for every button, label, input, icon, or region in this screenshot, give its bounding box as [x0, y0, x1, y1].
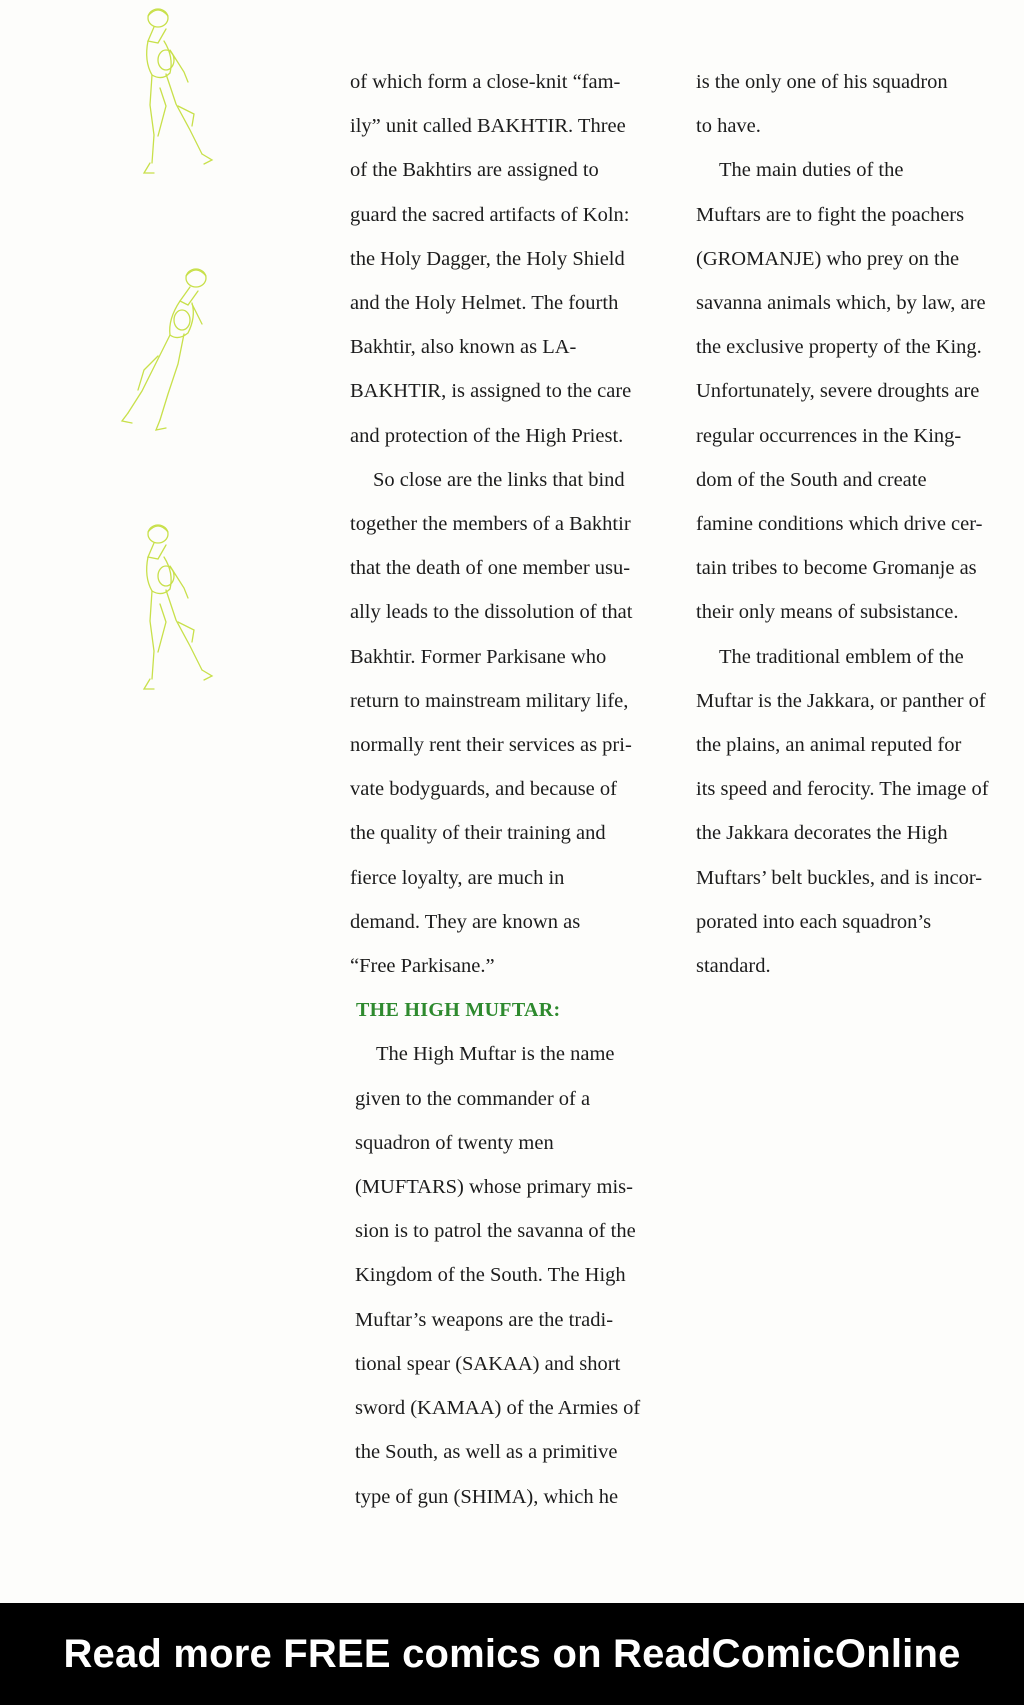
text-line: ily” unit called BAKHTIR. Three — [350, 115, 626, 138]
text-line: normally rent their services as pri- — [350, 734, 632, 757]
text-line: and protection of the High Priest. — [350, 424, 624, 447]
text-line: Muftar is the Jakkara, or panther of — [696, 689, 986, 712]
text-line: together the members of a Bakhtir — [350, 513, 631, 536]
text-line: sword (KAMAA) of the Armies of — [355, 1397, 641, 1420]
text-line: Bakhtir, also known as LA- — [350, 336, 577, 359]
text-line: (MUFTARS) whose primary mis- — [355, 1176, 633, 1199]
text-line: porated into each squadron’s — [696, 910, 932, 933]
text-line: its speed and ferocity. The image of — [696, 778, 989, 801]
text-line: squadron of twenty men — [355, 1131, 554, 1154]
text-line: Muftar’s weapons are the tradi- — [355, 1308, 614, 1331]
text-line: demand. They are known as — [350, 910, 581, 933]
text-line: of the Bakhtirs are assigned to — [350, 159, 599, 182]
paragraph — [350, 1032, 650, 1518]
text-line: fierce loyalty, are much in — [350, 866, 565, 889]
text-line: Kingdom of the South. The High — [355, 1264, 626, 1287]
text-line: vate bodyguards, and because of — [350, 778, 617, 801]
text-line: The High Muftar is the name — [376, 1043, 615, 1066]
section-heading: THE HIGH MUFTAR: — [356, 999, 561, 1022]
text-line: to have. — [696, 115, 761, 138]
text-line: and the Holy Helmet. The fourth — [350, 292, 619, 315]
text-line: the exclusive property of the King. — [696, 336, 982, 359]
text-line: their only means of subsistance. — [696, 601, 959, 624]
text-line: sion is to patrol the savanna of the — [355, 1220, 636, 1243]
text-line: The traditional emblem of the — [719, 645, 964, 668]
text-line: standard. — [696, 955, 771, 978]
text-line: of which form a close-knit “fam- — [350, 71, 621, 93]
text-line: type of gun (SHIMA), which he — [355, 1485, 619, 1508]
text-line: famine conditions which drive cer- — [696, 513, 983, 536]
text-line: the plains, an animal reputed for — [696, 734, 962, 757]
paragraph — [696, 148, 996, 634]
promo-banner[interactable] — [0, 1603, 1024, 1705]
text-line: Unfortunately, severe droughts are — [696, 380, 980, 403]
text-line: tional spear (SAKAA) and short — [355, 1352, 621, 1375]
banner-text: Read more FREE comics on ReadComicOnline — [63, 1631, 961, 1676]
warrior-figure-icon — [130, 2, 240, 182]
text-line: the Holy Dagger, the Holy Shield — [350, 247, 625, 270]
text-line: The main duties of the — [719, 159, 904, 182]
text-line: the quality of their training and — [350, 822, 606, 845]
text-line: Bakhtir. Former Parkisane who — [350, 645, 607, 668]
text-line: dom of the South and create — [696, 468, 927, 491]
text-line: the South, as well as a primitive — [355, 1441, 618, 1464]
paragraph — [350, 458, 650, 988]
text-column-left — [350, 60, 650, 1519]
paragraph — [350, 60, 650, 458]
text-line: ally leads to the dissolution of that — [350, 601, 633, 624]
text-line: BAKHTIR, is assigned to the care — [350, 380, 632, 403]
text-line: regular occurrences in the King- — [696, 424, 962, 447]
text-line: tain tribes to become Gromanje as — [696, 557, 977, 580]
text-line: savanna animals which, by law, are — [696, 292, 986, 315]
text-line: return to mainstream military life, — [350, 689, 629, 712]
text-line: given to the commander of a — [355, 1087, 591, 1110]
text-line: that the death of one member usu- — [350, 557, 631, 580]
text-line: the Jakkara decorates the High — [696, 822, 948, 845]
text-line: Muftars’ belt buckles, and is incor- — [696, 866, 983, 889]
warrior-figure-icon — [130, 518, 240, 698]
text-line: So close are the links that bind — [373, 468, 625, 491]
text-column-right — [696, 60, 996, 988]
text-line: Muftars are to fight the poachers — [696, 203, 965, 226]
text-line: guard the sacred artifacts of Koln: — [350, 203, 630, 226]
warrior-figure-icon — [118, 260, 228, 440]
text-line: (GROMANJE) who prey on the — [696, 247, 960, 270]
text-line: is the only one of his squadron — [696, 71, 948, 93]
text-line: “Free Parkisane.” — [350, 955, 495, 978]
paragraph — [696, 60, 996, 148]
paragraph — [696, 635, 996, 989]
